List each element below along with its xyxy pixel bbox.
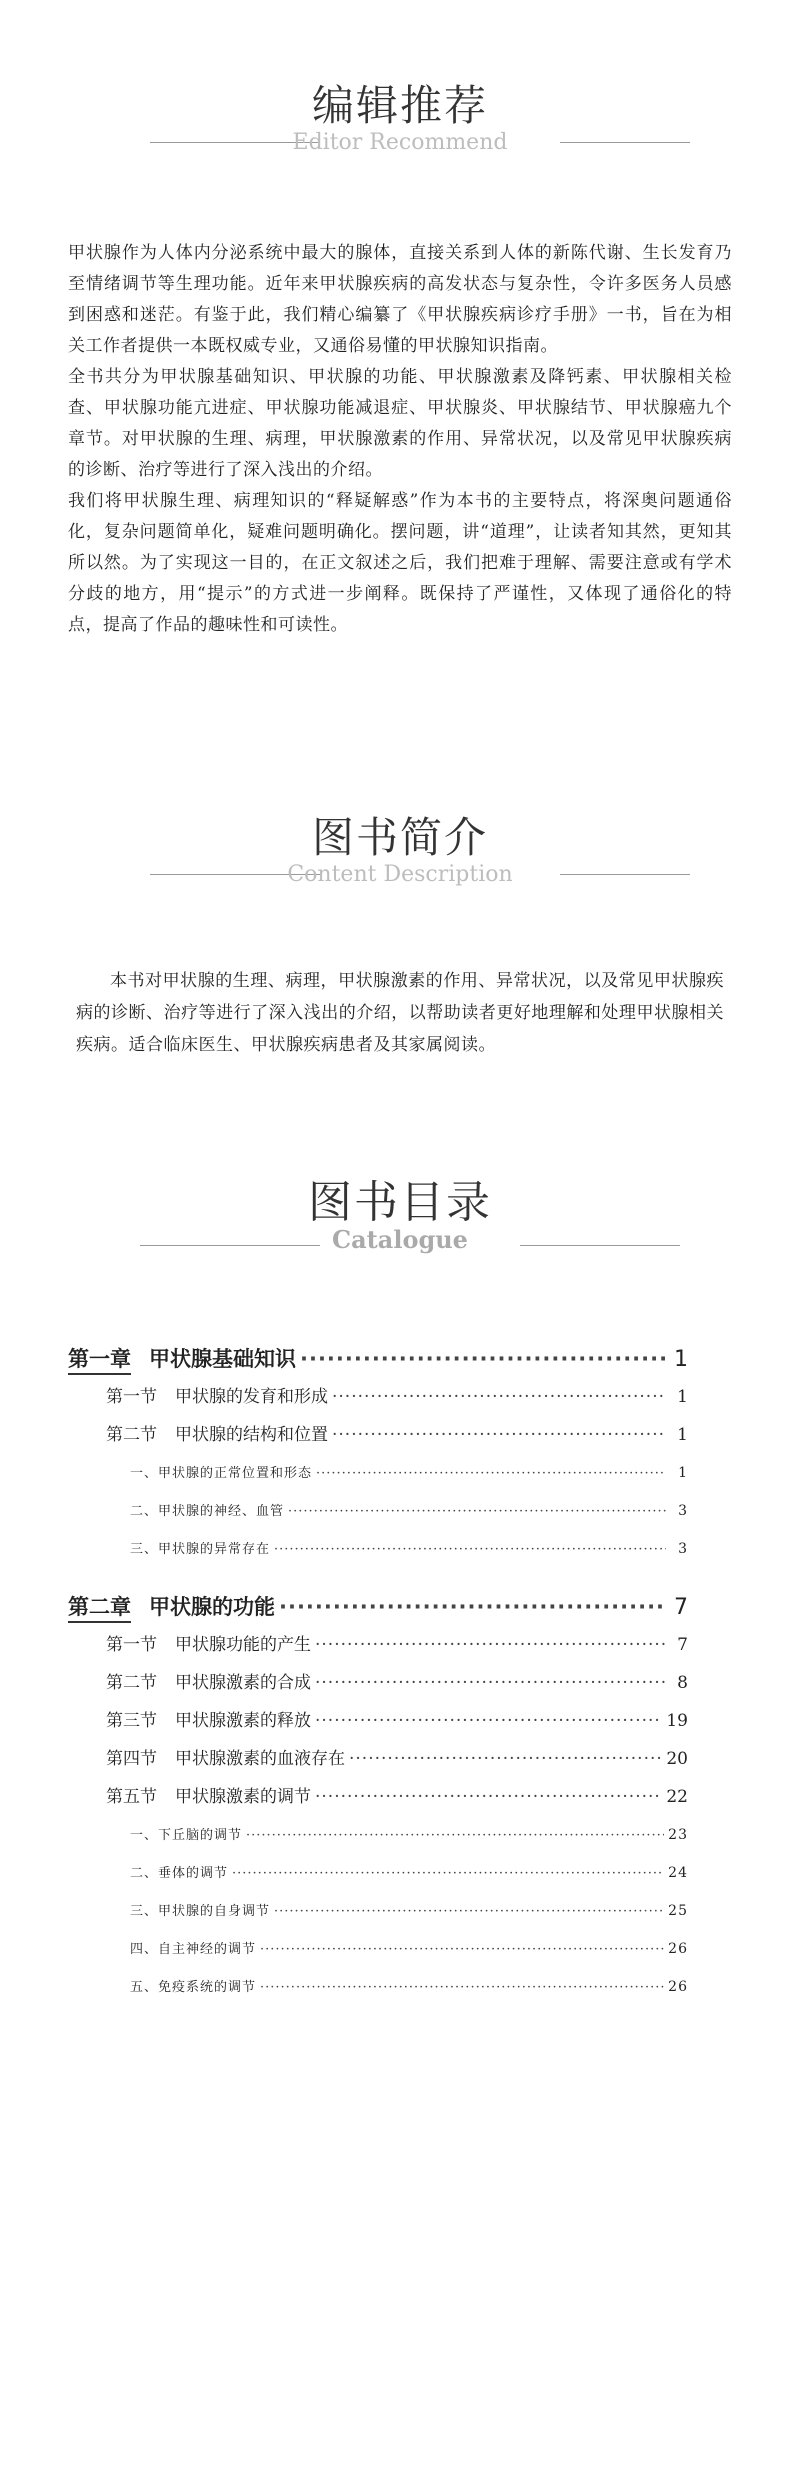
editor-recommend-text [68,238,732,641]
page-number: 1 [677,1425,688,1445]
toc-section[interactable] [68,1740,688,1778]
chapter-number: 第一章 [68,1347,131,1375]
section-title-cn: 图书简介 [311,813,488,862]
section-number: 第一节 [106,1387,157,1407]
toc-subsection[interactable] [68,1854,688,1892]
page-number: 8 [677,1673,688,1693]
subsection-title: 三、甲状腺的异常存在 [130,1542,271,1557]
page-number: 7 [677,1635,688,1655]
section-number: 第一节 [106,1635,157,1655]
page-number: 20 [666,1749,688,1769]
leader-dots [246,1817,664,1854]
section-title-en: Catalogue [332,1225,468,1254]
leader-dots [288,1493,666,1530]
page-number: 26 [668,1941,688,1957]
toc-section[interactable] [68,1626,688,1664]
subsection-title: 二、甲状腺的神经、血管 [130,1504,285,1519]
toc-section[interactable] [68,1702,688,1740]
subsection-title: 一、甲状腺的正常位置和形态 [130,1466,313,1481]
toc-section[interactable] [68,1778,688,1816]
page-number: 1 [677,1387,688,1407]
page-number: 3 [678,1503,688,1519]
leader-dots [315,1626,666,1664]
chapter-title: 甲状腺基础知识 [149,1347,296,1371]
page-number: 22 [666,1787,688,1807]
toc-subsection[interactable] [68,1530,688,1568]
section-title: 甲状腺激素的释放 [175,1711,311,1731]
section-title-cn: 图书目录 [308,1177,492,1228]
page-number: 1 [674,1347,688,1372]
content-description-text: 本书对甲状腺的生理、病理，甲状腺激素的作用、异常状况，以及常见甲状腺疾病的诊断、治疗等进行了深入浅出的介绍，以帮助读者更好地理解和处理甲状腺相关疾病。适合临床医生、甲状腺疾病患者及其家属阅读。 [76,971,724,1055]
page-number: 23 [668,1827,688,1843]
toc-section[interactable] [68,1378,688,1416]
leader-dots [260,1931,664,1968]
chapter-title: 甲状腺的功能 [149,1595,275,1619]
leader-dots [332,1378,666,1416]
leader-dots [315,1702,662,1740]
subsection-title: 三、甲状腺的自身调节 [130,1904,271,1919]
section-number: 第二节 [106,1673,157,1693]
page-number: 26 [668,1979,688,1995]
toc-subsection[interactable] [68,1816,688,1854]
section-number: 第四节 [106,1749,157,1769]
toc-section[interactable] [68,1416,688,1454]
page-number: 25 [668,1903,688,1919]
page-number: 3 [678,1541,688,1557]
section-title: 甲状腺的结构和位置 [175,1425,328,1445]
table-of-contents [68,1340,688,2006]
leader-dots [300,1340,666,1378]
leader-dots [279,1588,666,1626]
leader-dots [260,1969,664,2006]
section-title-en: Editor Recommend [292,130,508,155]
toc-section[interactable] [68,1664,688,1702]
section-title: 甲状腺的发育和形成 [175,1387,328,1407]
section-title: 甲状腺激素的血液存在 [175,1749,345,1769]
toc-subsection[interactable] [68,1454,688,1492]
section-number: 第二节 [106,1425,157,1445]
toc-subsection[interactable] [68,1968,688,2006]
toc-chapter[interactable] [68,1340,688,1378]
toc-subsection[interactable] [68,1492,688,1530]
toc-subsection[interactable] [68,1892,688,1930]
toc-chapter[interactable] [68,1588,688,1626]
content-description-header [0,810,800,900]
section-title: 甲状腺激素的调节 [175,1787,311,1807]
section-number: 第三节 [106,1711,157,1731]
section-title: 甲状腺激素的合成 [175,1673,311,1693]
paragraph: 甲状腺作为人体内分泌系统中最大的腺体，直接关系到人体的新陈代谢、生长发育乃至情绪调节等生理功能。近年来甲状腺疾病的高发状态与复杂性，令许多医务人员感到困惑和迷茫。有鉴于此，我们精心编纂了《甲状腺疾病诊疗手册》一书，旨在为相关工作者提供一本既权威专业，又通俗易懂的甲状腺知识指南。 [68,243,732,356]
subsection-title: 二、垂体的调节 [130,1866,229,1881]
leader-dots [274,1531,666,1568]
paragraph: 我们将甲状腺生理、病理知识的“释疑解惑”作为本书的主要特点，将深奥问题通俗化，复杂问题简单化，疑难问题明确化。摆问题，讲“道理”，让读者知其然，更知其所以然。为了实现这一目的，在正文叙述之后，我们把难于理解、需要注意或有学术分歧的地方，用“提示”的方式进一步阐释。既保持了严谨性，又体现了通俗化的特点，提高了作品的趣味性和可读性。 [68,491,732,635]
section-title-en: Content Description [287,862,513,887]
leader-dots [274,1893,664,1930]
leader-dots [316,1455,666,1492]
chapter-number: 第二章 [68,1595,131,1623]
leader-dots [315,1664,666,1702]
page-number: 1 [678,1465,688,1481]
leader-dots [315,1778,662,1816]
editor-recommend-header [0,78,800,168]
subsection-title: 五、免疫系统的调节 [130,1980,257,1995]
leader-dots [332,1416,666,1454]
page-number: 19 [666,1711,688,1731]
page-number: 24 [668,1865,688,1881]
paragraph: 全书共分为甲状腺基础知识、甲状腺的功能、甲状腺激素及降钙素、甲状腺相关检查、甲状腺功能亢进症、甲状腺功能减退症、甲状腺炎、甲状腺结节、甲状腺癌九个章节。对甲状腺的生理、病理，甲状腺激素的作用、异常状况，以及常见甲状腺疾病的诊断、治疗等进行了深入浅出的介绍。 [68,367,732,480]
subsection-title: 四、自主神经的调节 [130,1942,257,1957]
section-number: 第五节 [106,1787,157,1807]
section-title-cn: 编辑推荐 [311,81,488,130]
page-number: 7 [674,1595,688,1620]
toc-subsection[interactable] [68,1930,688,1968]
section-title: 甲状腺功能的产生 [175,1635,311,1655]
leader-dots [232,1855,664,1892]
leader-dots [349,1740,662,1778]
subsection-title: 一、下丘脑的调节 [130,1828,243,1843]
catalogue-header [0,1175,800,1265]
